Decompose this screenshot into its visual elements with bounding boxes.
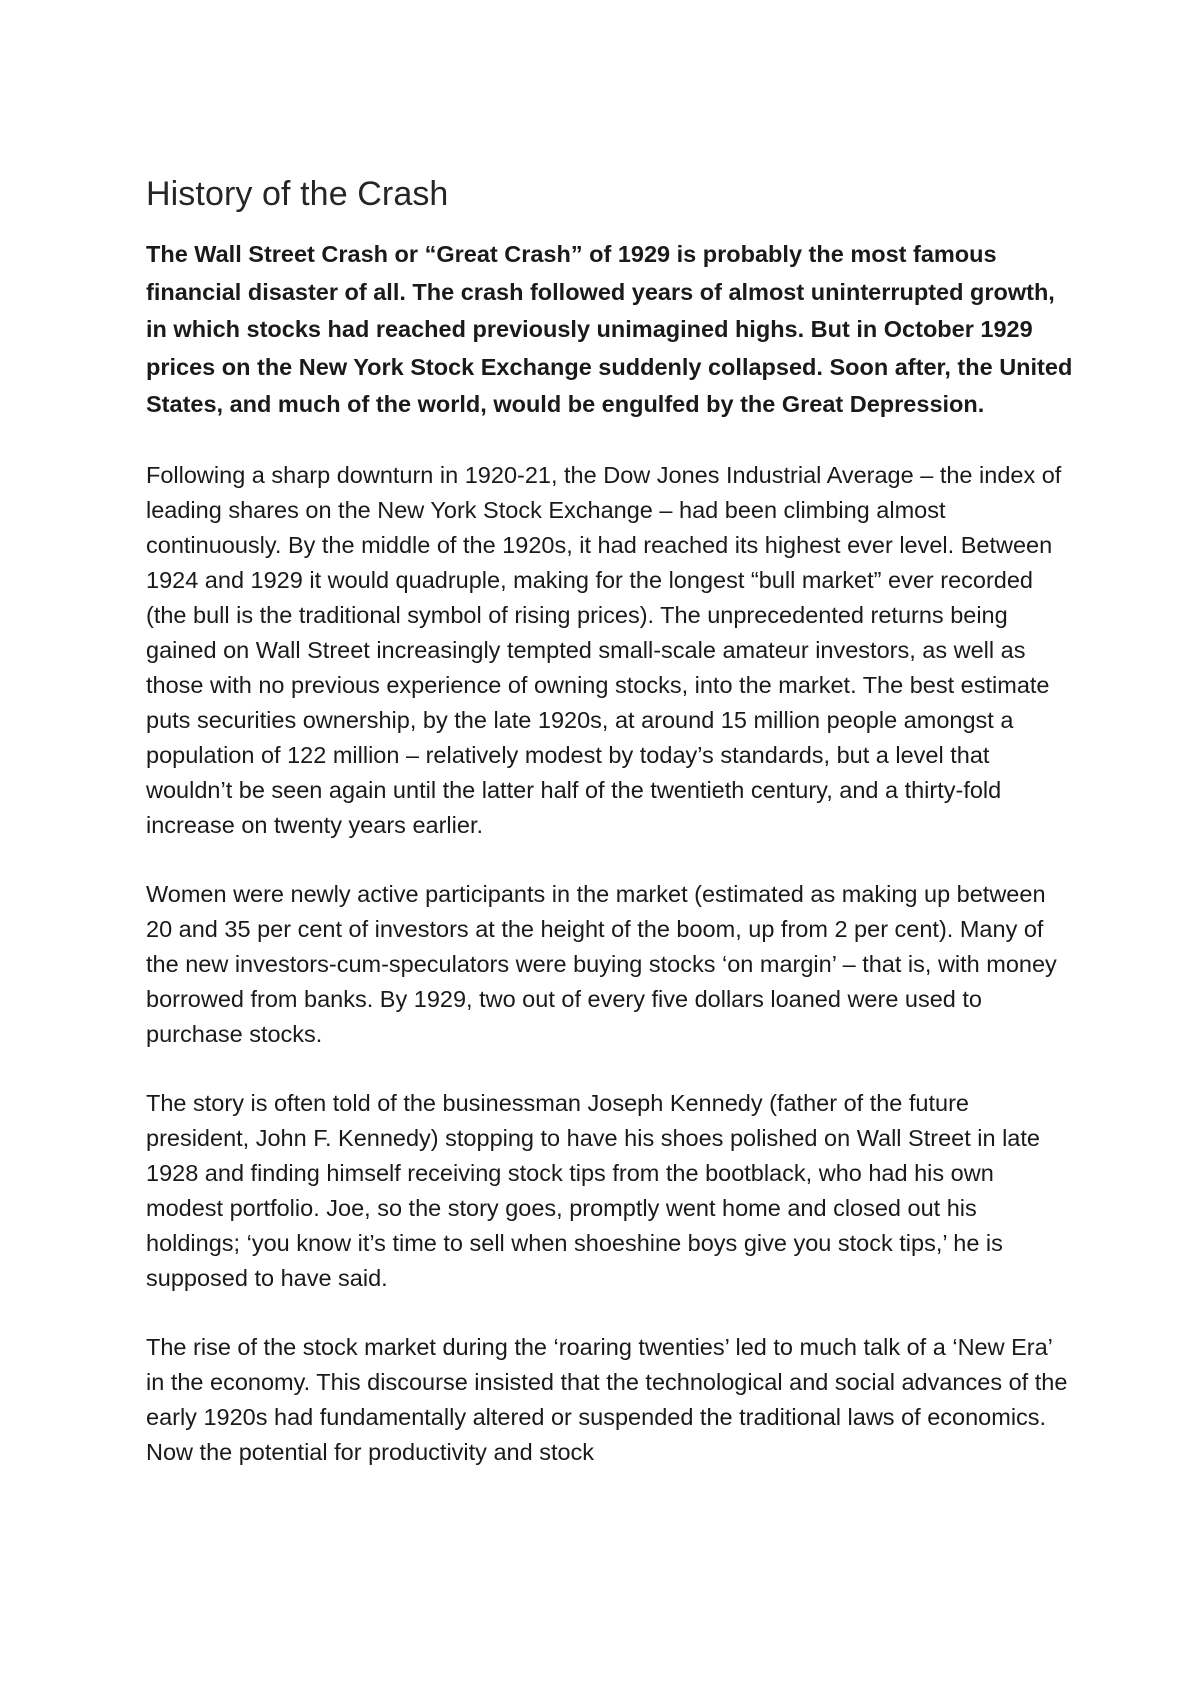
lead-paragraph: The Wall Street Crash or “Great Crash” of 1929 is probably the most famous financial disaster of all. The crash followed years of almost uninterrupted growth, in which stocks had reached previously unimagined highs. But in October 1929 prices on the New York Stock Exchange suddenly collapsed. Soon after, the United States, and much of the world, would be engulfed by the Great Depression. [146,241,1073,417]
body-paragraph-4: The rise of the stock market during the ‘roaring twenties’ led to much talk of a ‘New Era’ in the economy. This discourse insisted that the technological and social advances of the early 1920s had fundamentally altered or suspended the traditional laws of economics. Now the potential for productivity and stock [146,1333,1068,1465]
body-paragraph-1: Following a sharp downturn in 1920-21, the Dow Jones Industrial Average – the index of leading shares on the New York Stock Exchange – had been climbing almost continuously. By the middle of the 1920s, it had reached its highest ever level. Between 1924 and 1929 it would quadruple, making for the longest “bull market” ever recorded (the bull is the traditional symbol of rising prices). The unprecedented returns being gained on Wall Street increasingly tempted small-scale amateur investors, as well as those with no previous experience of owning stocks, into the market. The best estimate puts securities ownership, by the late 1920s, at around 15 million people amongst a population of 122 million – relatively modest by today’s standards, but a level that wouldn’t be seen again until the latter half of the twentieth century, and a thirty-fold increase on twenty years earlier. [146,461,1062,838]
body-paragraph-2: Women were newly active participants in the market (estimated as making up between 20 and 35 per cent of investors at the height of the boom, up from 2 per cent). Many of the new investors-cum-speculators were buying stocks ‘on margin’ – that is, with money borrowed from banks. By 1929, two out of every five dollars loaned were used to purchase stocks. [146,880,1057,1047]
document-body [146,172,1076,1504]
body-paragraph-3: The story is often told of the businessman Joseph Kennedy (father of the future president, John F. Kennedy) stopping to have his shoes polished on Wall Street in late 1928 and finding himself receiving stock tips from the bootblack, who had his own modest portfolio. Joe, so the story goes, promptly went home and closed out his holdings; ‘you know it’s time to sell when shoeshine boys give you stock tips,’ he is supposed to have said. [146,1089,1040,1291]
page-title: History of the Crash [146,175,449,213]
